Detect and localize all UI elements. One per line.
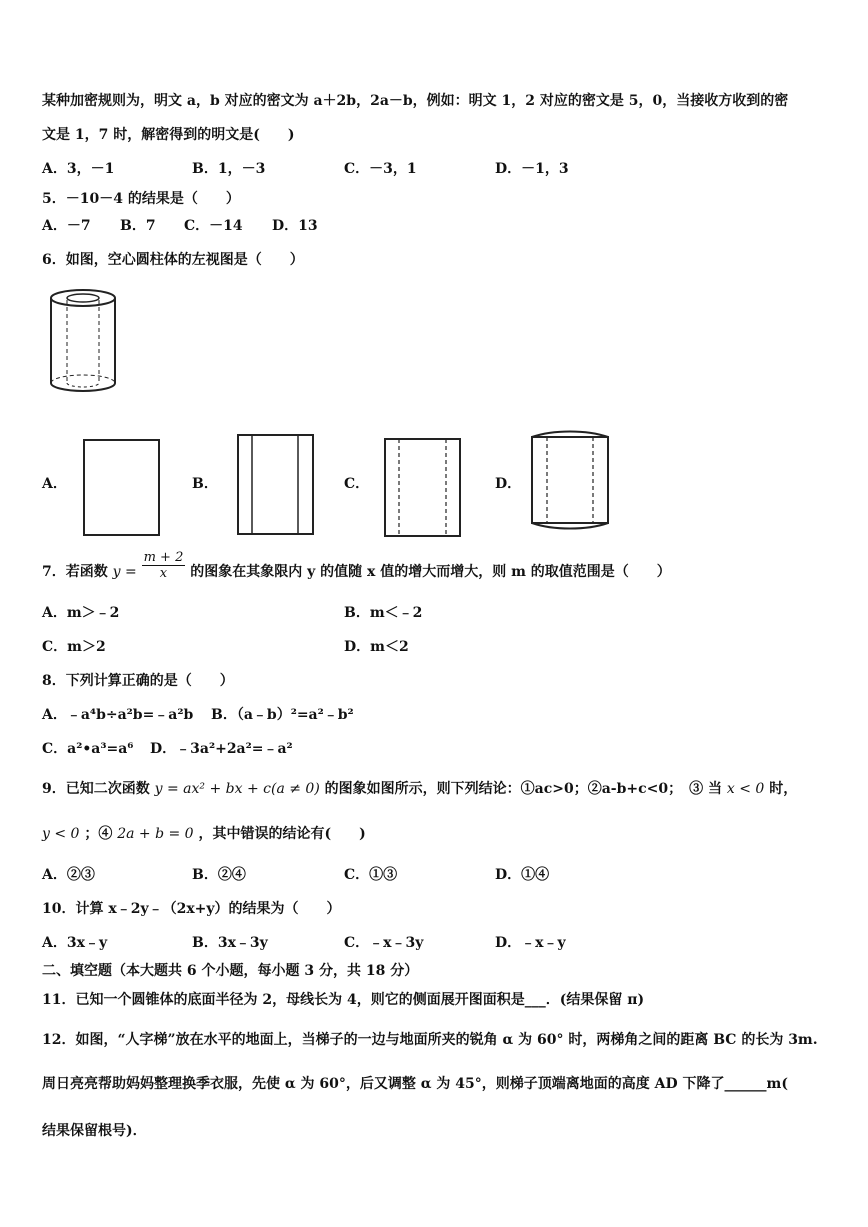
q9-end: 时，	[769, 781, 798, 797]
q4-option-a[interactable]: A．3，－1	[42, 161, 115, 177]
q7-option-b[interactable]: B．m＜﹣2	[344, 605, 423, 621]
q9-option-b[interactable]: B．②④	[192, 867, 246, 883]
q9-formula: y = ax² + bx + c(a ≠ 0)	[154, 781, 320, 797]
q8-option-c[interactable]: C．a²•a³=a⁶	[42, 741, 134, 757]
q5-option-a[interactable]: A．－7	[42, 218, 91, 234]
q6-option-a-label[interactable]: A．	[42, 476, 67, 492]
q6-option-b-figure[interactable]	[236, 433, 316, 537]
q9-line2-a: y < 0	[42, 826, 80, 842]
q9-condition: x < 0	[726, 781, 765, 797]
q5-stem: 5．－10－4 的结果是（ ）	[42, 191, 240, 207]
q4-option-d[interactable]: D．－1，3	[495, 161, 569, 177]
q8-option-b[interactable]: B．（a﹣b）²=a²﹣b²	[211, 707, 354, 723]
q6-stem: 6．如图，空心圆柱体的左视图是（ ）	[42, 252, 304, 268]
q8-option-a[interactable]: A．﹣a⁴b÷a²b=﹣a²b	[42, 707, 194, 723]
q7-fraction-denominator: x	[159, 565, 168, 581]
q6-option-c-figure[interactable]	[383, 437, 463, 539]
q11-stem: 11．已知一个圆锥体的底面半径为 2，母线长为 4，则它的侧面展开图面积是___．(结果保留 π)	[42, 992, 645, 1008]
q4-option-c[interactable]: C．－3，1	[344, 161, 417, 177]
q5-option-d[interactable]: D．13	[272, 218, 318, 234]
q7-option-c[interactable]: C．m＞2	[42, 639, 106, 655]
hollow-cylinder-figure	[40, 288, 128, 398]
q10-option-b[interactable]: B．3x﹣3y	[192, 935, 268, 951]
q4-option-b[interactable]: B．1，－3	[192, 161, 266, 177]
q9-option-c[interactable]: C．①③	[344, 867, 398, 883]
q10-stem: 10．计算 x﹣2y﹣（2x+y）的结果为（ ）	[42, 901, 341, 917]
q6-option-a-figure[interactable]	[82, 438, 162, 538]
q7-option-d[interactable]: D．m＜2	[344, 639, 409, 655]
q9-mid: 的图象如图所示，则下列结论：①ac>0；②a-b+c<0； ③ 当	[324, 781, 723, 797]
q12-line3: 结果保留根号)．	[42, 1123, 147, 1139]
q9-line2	[42, 825, 366, 843]
q4-line2: 文是 1，7 时，解密得到的明文是( )	[42, 127, 295, 143]
q5-option-c[interactable]: C．－14	[184, 218, 243, 234]
q10-option-c[interactable]: C．﹣x﹣3y	[344, 935, 424, 951]
q6-option-b-label[interactable]: B．	[192, 476, 218, 492]
q9-line2-b: ；④	[84, 826, 113, 842]
q7-prefix: 7．若函数	[42, 564, 108, 580]
q9-line1	[42, 780, 797, 798]
q7-stem	[42, 549, 671, 581]
q7-y-eq: y =	[112, 564, 137, 580]
q7-fraction-numerator: m + 2	[143, 549, 184, 565]
q4-line1: 某种加密规则为，明文 a，b 对应的密文为 a＋2b，2a－b，例如：明文 1，2 对应的密文是 5，0，当接收方收到的密	[42, 93, 789, 109]
q6-option-d-figure[interactable]	[528, 419, 612, 541]
q10-option-d[interactable]: D．﹣x﹣y	[495, 935, 566, 951]
q5-option-b[interactable]: B．7	[120, 218, 156, 234]
q6-option-d-label[interactable]: D．	[495, 476, 522, 492]
q9-line2-d: ，其中错误的结论有( )	[198, 826, 366, 842]
q9-line2-c: 2a + b = 0	[117, 826, 194, 842]
q8-option-d[interactable]: D．﹣3a²+2a²=﹣a²	[150, 741, 293, 757]
q9-option-a[interactable]: A．②③	[42, 867, 95, 883]
q8-stem: 8．下列计算正确的是（ ）	[42, 673, 234, 689]
q7-option-a[interactable]: A．m＞﹣2	[42, 605, 120, 621]
q10-option-a[interactable]: A．3x﹣y	[42, 935, 108, 951]
q7-fraction	[142, 550, 186, 581]
section-heading-fill-blank: 二、填空题（本大题共 6 个小题，每小题 3 分，共 18 分）	[42, 963, 419, 979]
q9-option-d[interactable]: D．①④	[495, 867, 550, 883]
q12-line1: 12．如图，“人字梯”放在水平的地面上，当梯子的一边与地面所夹的锐角 α 为 60° 时，两梯角之间的距离 BC 的长为 3m.	[42, 1032, 818, 1048]
q7-suffix: 的图象在其象限内 y 的值随 x 值的增大而增大，则 m 的取值范围是（ ）	[190, 564, 671, 580]
q6-option-c-label[interactable]: C．	[344, 476, 370, 492]
q12-line2: 周日亮亮帮助妈妈整理换季衣服，先使 α 为 60°，后又调整 α 为 45°，则梯子顶端离地面的高度 AD 下降了______m(	[42, 1076, 788, 1092]
q9-prefix: 9．已知二次函数	[42, 781, 150, 797]
